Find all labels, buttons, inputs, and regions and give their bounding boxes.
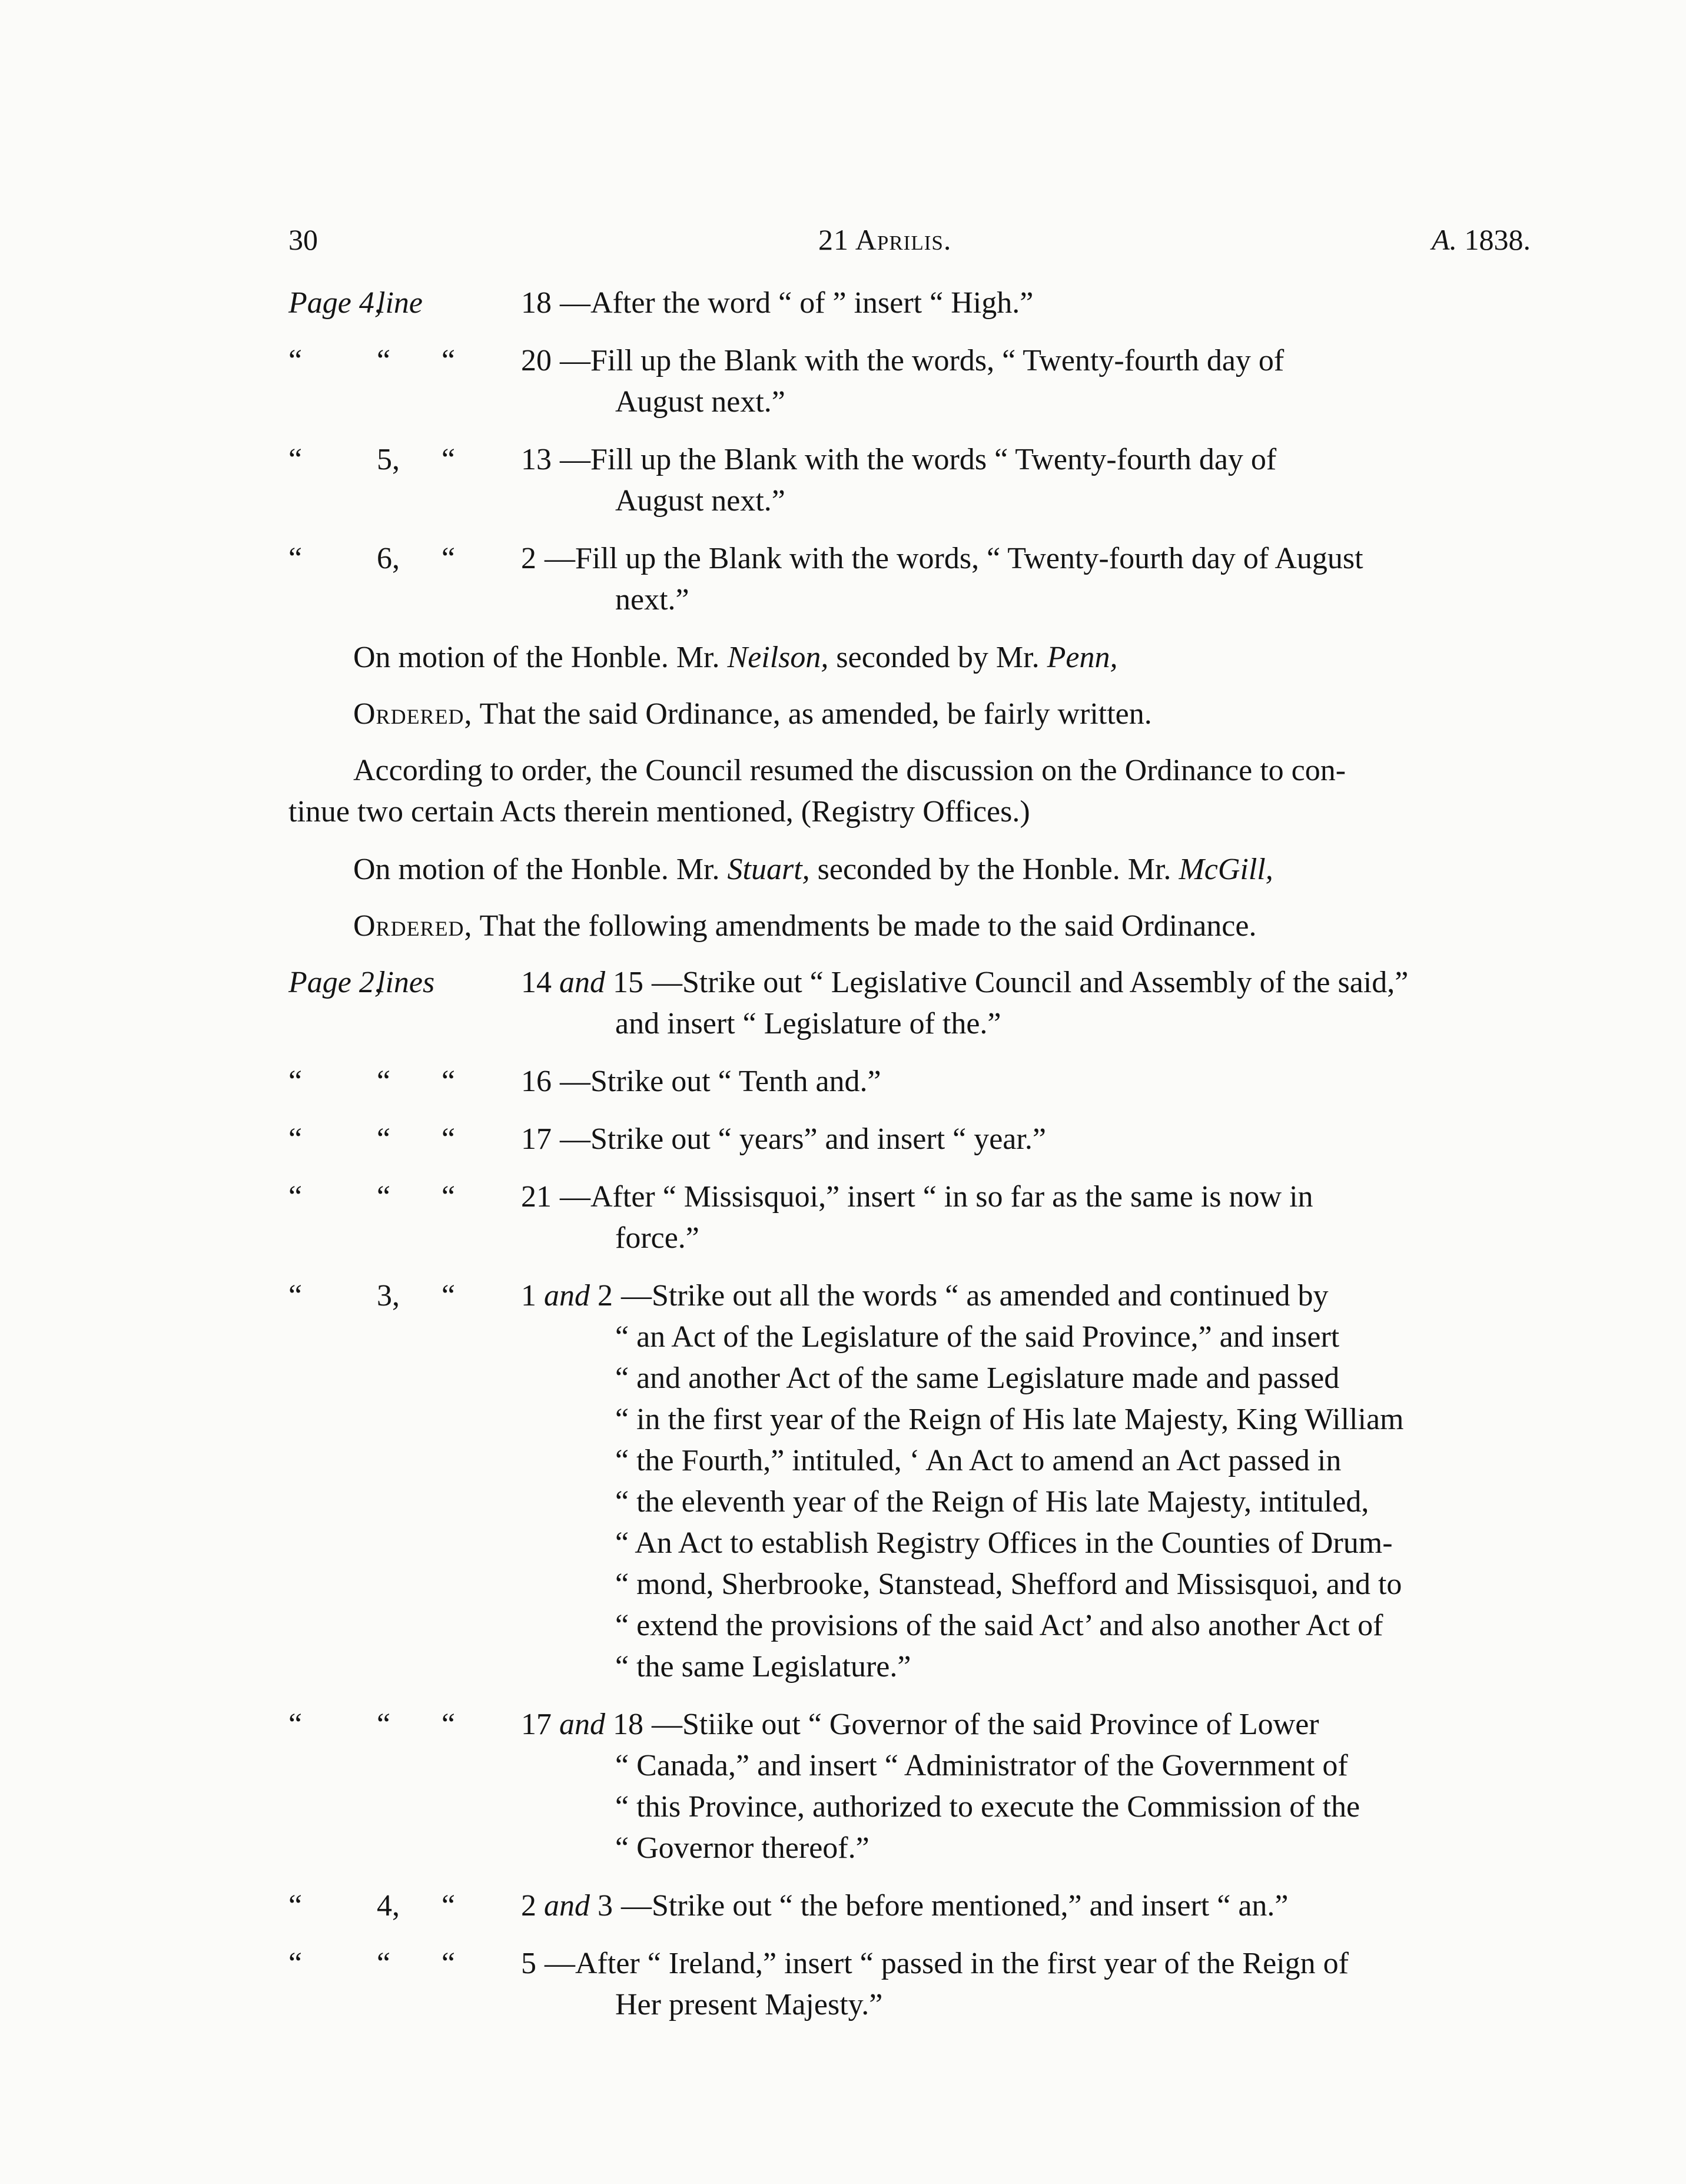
amendment-entry xyxy=(288,538,1536,621)
continuation-line: “ and another Act of the same Legislature made and passed xyxy=(615,1361,1340,1395)
ref-page: “ xyxy=(288,542,303,575)
ref-page: “ xyxy=(288,1279,303,1313)
ref-ditto: “ xyxy=(442,443,456,476)
continuation-line: “ the eleventh year of the Reign of His late Majesty, intituled, xyxy=(615,1485,1369,1519)
ref-page: “ xyxy=(288,1947,303,1980)
continuation-line: Her present Majesty.” xyxy=(615,1988,883,2021)
body-text xyxy=(288,283,1536,2042)
line-number: 16 xyxy=(521,1065,552,1098)
amendment-entry xyxy=(288,283,1536,324)
amendment-text: —Fill up the Blank with the words, “ Twenty-fourth day of xyxy=(560,344,1285,377)
amendment-text: —After the word “ of ” insert “ High.” xyxy=(560,286,1034,320)
motion-stuart: On motion of the Honble. Mr. Stuart, seconded by the Honble. Mr. McGill, xyxy=(353,853,1273,886)
ref-ditto: “ xyxy=(442,344,456,377)
continuation-line: August next.” xyxy=(615,385,785,419)
amendment-reference xyxy=(288,1275,615,1317)
amendment-reference xyxy=(288,1061,615,1102)
amendment-entry xyxy=(288,962,1536,1045)
page-header xyxy=(288,223,1531,264)
amendment-text: —Strike out “ years” and insert “ year.” xyxy=(560,1122,1046,1156)
amendment-text: —Strike out all the words “ as amended and continued by xyxy=(621,1279,1329,1313)
line-number: 17 and 18 xyxy=(521,1708,643,1741)
ref-ditto: “ xyxy=(442,1180,456,1214)
amendment-entry xyxy=(288,439,1536,522)
ref-page: “ xyxy=(288,443,303,476)
ordered-fairly-written: Ordered, That the said Ordinance, as amended, be fairly written. xyxy=(353,697,1152,731)
amendment-reference xyxy=(288,1704,615,1745)
amendment-continuation xyxy=(288,1745,1536,1869)
continuation-line: August next.” xyxy=(615,484,785,518)
amendment-continuation xyxy=(288,1003,1536,1045)
ref-ditto: “ xyxy=(442,1708,456,1741)
ref-line: “ xyxy=(377,1180,391,1214)
continuation-line: “ An Act to establish Registry Offices in the Counties of Drum- xyxy=(615,1526,1393,1560)
amendment-entry xyxy=(288,340,1536,423)
ref-line: 5, xyxy=(377,443,400,476)
ref-ditto: “ xyxy=(442,1279,456,1313)
amendment-text: —Stiike out “ Governor of the said Province of Lower xyxy=(652,1708,1319,1741)
amendment-entry xyxy=(288,1061,1536,1102)
ref-ditto: “ xyxy=(442,1947,456,1980)
amendment-text: —After “ Missisquoi,” insert “ in so far as the same is now in xyxy=(560,1180,1313,1214)
amendment-continuation xyxy=(288,1218,1536,1259)
amendment-list-2 xyxy=(288,962,1536,2026)
line-number: 1 and 2 xyxy=(521,1279,613,1313)
amendment-continuation xyxy=(288,1984,1536,2026)
continuation-line: “ Canada,” and insert “ Administrator of the Government of xyxy=(615,1749,1348,1782)
page-number: 30 xyxy=(288,223,318,256)
ref-page: Page 4, xyxy=(288,286,382,320)
amendment-reference xyxy=(288,1885,615,1927)
continuation-line: “ in the first year of the Reign of His late Majesty, King William xyxy=(615,1403,1404,1436)
ref-page: “ xyxy=(288,344,303,377)
amendment-reference xyxy=(288,538,615,579)
amendment-text: —After “ Ireland,” insert “ passed in the first year of the Reign of xyxy=(545,1947,1349,1980)
ref-page: “ xyxy=(288,1708,303,1741)
ref-line: 4, xyxy=(377,1889,400,1923)
amendment-entry xyxy=(288,1275,1536,1688)
ref-ditto: “ xyxy=(442,542,456,575)
ref-ditto: “ xyxy=(442,1122,456,1156)
amendment-reference xyxy=(288,1943,615,1984)
amendment-list-1 xyxy=(288,283,1536,621)
line-number: 18 xyxy=(521,286,552,320)
amendment-reference xyxy=(288,962,615,1003)
amendment-continuation xyxy=(288,579,1536,621)
amendment-text: —Strike out “ the before mentioned,” and insert “ an.” xyxy=(621,1889,1289,1923)
amendment-entry xyxy=(288,1176,1536,1259)
amendment-text: —Strike out “ Legislative Council and Assembly of the said,” xyxy=(652,966,1409,999)
and-word: and xyxy=(559,1708,605,1741)
and-word: and xyxy=(559,966,605,999)
line-number: 13 xyxy=(521,443,552,476)
amendment-reference xyxy=(288,1176,615,1218)
continuation-line: “ the Fourth,” intituled, ‘ An Act to amend an Act passed in xyxy=(615,1444,1342,1477)
and-word: and xyxy=(544,1279,590,1313)
line-number: 2 xyxy=(521,542,536,575)
continuation-line: and insert “ Legislature of the.” xyxy=(615,1007,1001,1040)
continuation-line: force.” xyxy=(615,1221,699,1255)
line-number: 21 xyxy=(521,1180,552,1214)
motion-neilson: On motion of the Honble. Mr. Neilson, seconded by Mr. Penn, xyxy=(353,641,1118,674)
ref-line: lines xyxy=(377,966,435,999)
line-number: 20 xyxy=(521,344,552,377)
continuation-line: “ this Province, authorized to execute the Commission of the xyxy=(615,1790,1360,1824)
resumed-discussion-cont: tinue two certain Acts therein mentioned, (Registry Offices.) xyxy=(288,795,1030,828)
amendment-entry xyxy=(288,1704,1536,1869)
ref-page: “ xyxy=(288,1180,303,1214)
continuation-line: “ Governor thereof.” xyxy=(615,1831,869,1865)
amendment-reference xyxy=(288,439,615,480)
ref-page: “ xyxy=(288,1065,303,1098)
line-number: 2 and 3 xyxy=(521,1889,613,1923)
ref-line: line xyxy=(377,286,423,320)
ref-line: “ xyxy=(377,1065,391,1098)
continuation-line: “ mond, Sherbrooke, Stanstead, Shefford and Missisquoi, and to xyxy=(615,1567,1402,1601)
amendment-text: —Fill up the Blank with the words, “ Twenty-fourth day of August xyxy=(545,542,1363,575)
amendment-entry xyxy=(288,1885,1536,1927)
ref-ditto: “ xyxy=(442,1889,456,1923)
ref-line: 3, xyxy=(377,1279,400,1313)
amendment-text: —Fill up the Blank with the words “ Twenty-fourth day of xyxy=(560,443,1277,476)
and-word: and xyxy=(544,1889,590,1923)
amendment-entry xyxy=(288,1119,1536,1160)
ref-line: “ xyxy=(377,344,391,377)
continuation-line: “ the same Legislature.” xyxy=(615,1650,911,1683)
amendment-reference xyxy=(288,340,615,382)
amendment-text: —Strike out “ Tenth and.” xyxy=(560,1065,881,1098)
amendment-continuation xyxy=(288,480,1536,522)
amendment-reference xyxy=(288,1119,615,1160)
continuation-line: next.” xyxy=(615,583,689,617)
ref-page: “ xyxy=(288,1889,303,1923)
ref-line: 6, xyxy=(377,542,400,575)
continuation-line: “ extend the provisions of the said Act’ and also another Act of xyxy=(615,1609,1383,1642)
ref-ditto: “ xyxy=(442,1065,456,1098)
ordered-amendments: Ordered, That the following amendments be made to the said Ordinance. xyxy=(353,909,1257,943)
amendment-entry xyxy=(288,1943,1536,2026)
amendment-continuation xyxy=(288,1317,1536,1688)
resumed-discussion: According to order, the Council resumed the discussion on the Ordinance to con- xyxy=(353,754,1346,787)
running-date: 21 Aprilis. xyxy=(818,223,952,256)
line-number: 14 and 15 xyxy=(521,966,643,999)
ref-page: Page 2, xyxy=(288,966,382,999)
amendment-continuation xyxy=(288,382,1536,423)
running-year: A. 1838. xyxy=(1431,223,1531,256)
continuation-line: “ an Act of the Legislature of the said Province,” and insert xyxy=(615,1320,1340,1354)
ref-line: “ xyxy=(377,1708,391,1741)
amendment-reference xyxy=(288,283,615,324)
line-number: 5 xyxy=(521,1947,536,1980)
ref-line: “ xyxy=(377,1122,391,1156)
line-number: 17 xyxy=(521,1122,552,1156)
ref-line: “ xyxy=(377,1947,391,1980)
ref-page: “ xyxy=(288,1122,303,1156)
